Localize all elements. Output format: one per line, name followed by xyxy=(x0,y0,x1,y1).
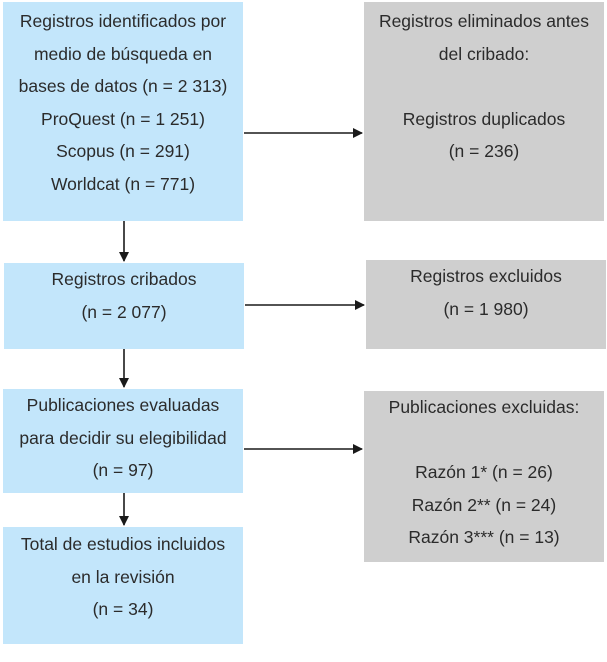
included-line-2: en la revisión xyxy=(71,566,175,587)
excluded-line-1: Registros excluidos xyxy=(410,266,562,286)
pubs-excluded-reason-1: Razón 1* (n = 26) xyxy=(415,462,553,482)
removed-line-1: Registros eliminados antes xyxy=(378,11,590,31)
included-line-1: Total de estudios incluidos xyxy=(20,534,226,554)
pubs-excluded-title: Publicaciones excluidas: xyxy=(388,397,580,417)
identified-line-worldcat: Worldcat (n = 771) xyxy=(50,173,196,194)
removed-line-2: del cribado: xyxy=(438,43,530,64)
excluded-line-count: (n = 1 980) xyxy=(443,298,529,319)
pubs-excluded-reason-2: Razón 2** (n = 24) xyxy=(411,494,557,515)
identified-line-scopus: Scopus (n = 291) xyxy=(56,141,190,161)
identified-line-proquest: ProQuest (n = 1 251) xyxy=(41,108,205,129)
identified-line-2: medio de búsqueda en xyxy=(33,43,213,64)
removed-line-count: (n = 236) xyxy=(448,141,520,161)
screened-line-1: Registros cribados xyxy=(51,269,197,289)
pubs-excluded-reason-3: Razón 3*** (n = 13) xyxy=(408,527,560,547)
assessed-line-count: (n = 97) xyxy=(92,460,154,480)
assessed-line-1: Publicaciones evaluadas xyxy=(26,395,220,415)
identified-line-1: Registros identificados por xyxy=(19,11,227,31)
included-line-count: (n = 34) xyxy=(92,599,154,619)
identified-line-3: bases de datos (n = 2 313) xyxy=(18,76,228,96)
removed-line-duplicates: Registros duplicados xyxy=(402,108,566,129)
screened-line-count: (n = 2 077) xyxy=(81,301,167,322)
assessed-line-2: para decidir su elegibilidad xyxy=(19,427,227,448)
